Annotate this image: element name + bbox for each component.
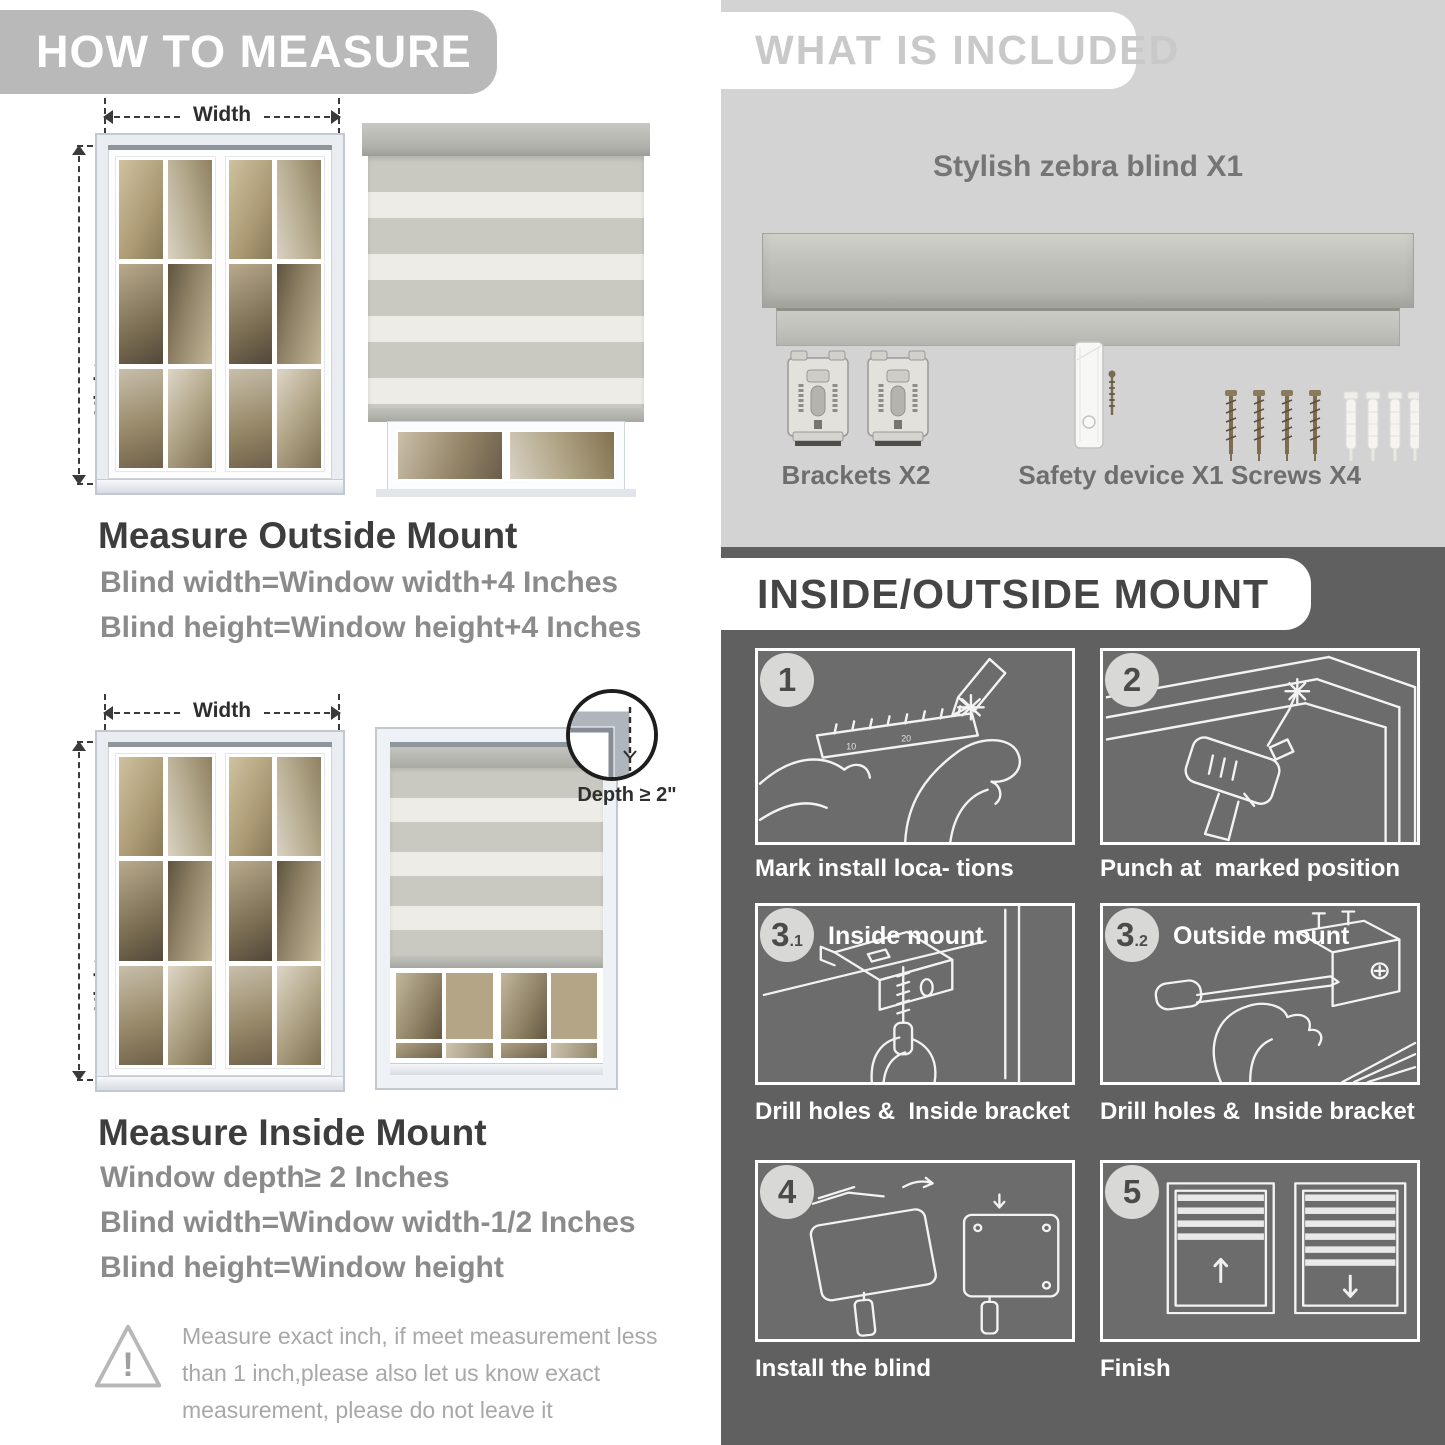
arrow-left-icon — [103, 110, 113, 124]
window-pane — [168, 757, 212, 856]
headrail-top-bar — [762, 233, 1414, 308]
svg-text:!: ! — [122, 1345, 134, 1384]
window-sash — [115, 753, 216, 1069]
window-pane — [277, 757, 321, 856]
window-glass — [390, 968, 603, 1063]
step-number: 3 — [1116, 916, 1135, 953]
measurement-warning — [92, 1318, 658, 1429]
window-pane — [168, 966, 212, 1065]
window-pane — [119, 264, 163, 363]
window-glass — [108, 150, 332, 479]
step-number: 5 — [1122, 1173, 1142, 1210]
window-pane — [396, 973, 442, 1039]
warning-text — [182, 1318, 658, 1429]
window-sash — [501, 973, 598, 1058]
step-panel-1 — [755, 648, 1075, 845]
arrow-right-icon — [331, 706, 341, 720]
anchor-icon — [1344, 392, 1419, 461]
step-number: 2 — [1122, 661, 1142, 698]
window-image — [95, 133, 345, 495]
how-to-measure-header — [0, 10, 497, 94]
window-pane — [277, 160, 321, 259]
window-pane — [229, 264, 273, 363]
window-pane — [551, 1043, 597, 1058]
step-number: 1 — [777, 661, 797, 698]
window-pane — [501, 1043, 547, 1058]
step-number: 3 — [771, 916, 790, 953]
window-pane — [510, 432, 614, 479]
window-pane — [446, 1043, 492, 1058]
window-sash — [225, 156, 326, 472]
inside-mount-line1: Window depth≥ 2 Inches — [100, 1161, 450, 1194]
window-sill — [376, 489, 635, 497]
inside-outside-mount-header — [721, 558, 1311, 630]
window-pane — [398, 432, 502, 479]
window-pane — [119, 966, 163, 1065]
outside-mount-line1: Blind width=Window width+4 Inches — [100, 566, 619, 599]
window-sash — [115, 156, 216, 472]
window-sill — [390, 1063, 603, 1075]
step-caption-1: Mark install loca- tions — [755, 855, 1014, 882]
window-pane — [119, 861, 163, 960]
how-to-measure-title: HOW TO MEASURE — [36, 26, 472, 77]
screws-label: Screws X4 — [1230, 460, 1362, 490]
window-pane — [446, 973, 492, 1039]
dimension-line — [78, 742, 80, 1080]
warning-icon — [92, 1318, 164, 1396]
window-pane — [229, 369, 273, 468]
warning-line3: measurement, please do not leave it — [182, 1397, 553, 1423]
window-pane — [168, 264, 212, 363]
bracket-icon — [785, 348, 851, 448]
window-pane — [277, 966, 321, 1065]
blind-bottom-rail — [368, 408, 644, 422]
window-pane — [119, 369, 163, 468]
depth-magnifier-icon — [566, 689, 658, 781]
window-pane — [229, 160, 273, 259]
what-is-included-header — [721, 12, 1181, 89]
width-label: Width — [181, 103, 263, 127]
step-badge — [760, 908, 814, 962]
step-caption-3-2: Drill holes & Inside bracket — [1100, 1098, 1415, 1125]
arrow-up-icon — [72, 741, 86, 751]
step-badge — [760, 1165, 814, 1219]
svg-text:20: 20 — [901, 733, 912, 744]
screw-icon — [1225, 390, 1321, 461]
how-to-measure-section — [0, 0, 710, 1445]
blind-headrail — [362, 123, 650, 156]
window-image — [95, 730, 345, 1092]
blind-stripes — [368, 156, 644, 408]
inside-mount-line2: Blind width=Window width-1/2 Inches — [100, 1206, 636, 1239]
outside-mount-label: Outside mount — [1173, 922, 1350, 950]
window-pane — [119, 757, 163, 856]
headrail-image — [762, 233, 1414, 346]
inside-mount-line3: Blind height=Window height — [100, 1251, 504, 1284]
window-pane — [396, 1043, 442, 1058]
right-column — [721, 0, 1445, 1445]
inside-mount-title: Measure Inside Mount — [98, 1112, 487, 1153]
zebra-blind-count-label: Stylish zebra blind X1 — [932, 150, 1244, 183]
step-number: 4 — [777, 1173, 797, 1210]
inside-outside-mount-title: INSIDE/OUTSIDE MOUNT — [757, 570, 1270, 617]
safety-device-icon — [1059, 338, 1119, 453]
step-panel-2 — [1100, 648, 1420, 845]
arrow-down-icon — [72, 1071, 86, 1081]
what-is-included-title: WHAT IS INCLUDED — [755, 27, 1181, 73]
window-sash — [396, 973, 493, 1058]
warning-line1: Measure exact inch, if meet measurement less — [182, 1323, 658, 1349]
step-badge — [1105, 1165, 1159, 1219]
height-dimension-inside — [62, 742, 98, 1080]
zebra-blind-inside-image — [375, 727, 618, 1090]
svg-text:10: 10 — [846, 741, 857, 752]
outside-mount-title: Measure Outside Mount — [98, 515, 518, 556]
step-panel-5 — [1100, 1160, 1420, 1342]
window-pane — [229, 861, 273, 960]
window-pane — [119, 160, 163, 259]
safety-device-label: Safety device X1 — [1018, 460, 1224, 490]
dimension-line — [78, 146, 80, 484]
step-caption-3-1: Drill holes & Inside bracket — [755, 1098, 1070, 1125]
window-pane — [277, 264, 321, 363]
window-corner-detail — [570, 693, 654, 777]
window-pane — [168, 160, 212, 259]
window-pane — [229, 966, 273, 1065]
window-pane — [229, 757, 273, 856]
inside-outside-mount-section — [721, 547, 1445, 1445]
brackets-label: Brackets X2 — [781, 460, 931, 490]
window-pane — [168, 861, 212, 960]
arrow-left-icon — [103, 706, 113, 720]
arrow-down-icon — [72, 475, 86, 485]
window-below-blind — [388, 422, 624, 489]
step-caption-4: Install the blind — [755, 1355, 932, 1382]
step-caption-2: Punch at marked position — [1100, 855, 1401, 882]
bracket-icon — [865, 348, 931, 448]
window-sill — [97, 1076, 343, 1090]
step-badge — [1105, 908, 1159, 962]
step-badge — [760, 653, 814, 707]
step-caption-5: Finish — [1100, 1355, 1171, 1382]
width-label: Width — [181, 699, 263, 723]
window-glass — [108, 747, 332, 1076]
width-dimension-outside — [104, 103, 340, 128]
outside-mount-line2: Blind height=Window height+4 Inches — [100, 611, 642, 644]
zebra-blind-outside-image — [362, 123, 650, 497]
inside-mount-label: Inside mount — [828, 922, 984, 950]
arrow-up-icon — [72, 145, 86, 155]
width-dimension-inside — [104, 699, 340, 724]
step-badge — [1105, 653, 1159, 707]
step-panel-3-2 — [1100, 903, 1420, 1085]
step-panel-3-1 — [755, 903, 1075, 1085]
window-pane — [277, 861, 321, 960]
blind-bottom-rail — [390, 956, 603, 968]
what-is-included-section — [721, 0, 1445, 547]
depth-label: Depth ≥ 2" — [577, 784, 677, 806]
step-number-sub: .2 — [1134, 933, 1148, 950]
warning-line2: than 1 inch,please also let us know exact — [182, 1360, 601, 1386]
step-number-sub: .1 — [789, 933, 803, 950]
window-pane — [277, 369, 321, 468]
window-sill — [97, 479, 343, 493]
window-pane — [168, 369, 212, 468]
height-dimension-outside — [62, 146, 98, 484]
window-pane — [551, 973, 597, 1039]
window-pane — [501, 973, 547, 1039]
step-panel-4 — [755, 1160, 1075, 1342]
arrow-right-icon — [331, 110, 341, 124]
window-sash — [225, 753, 326, 1069]
